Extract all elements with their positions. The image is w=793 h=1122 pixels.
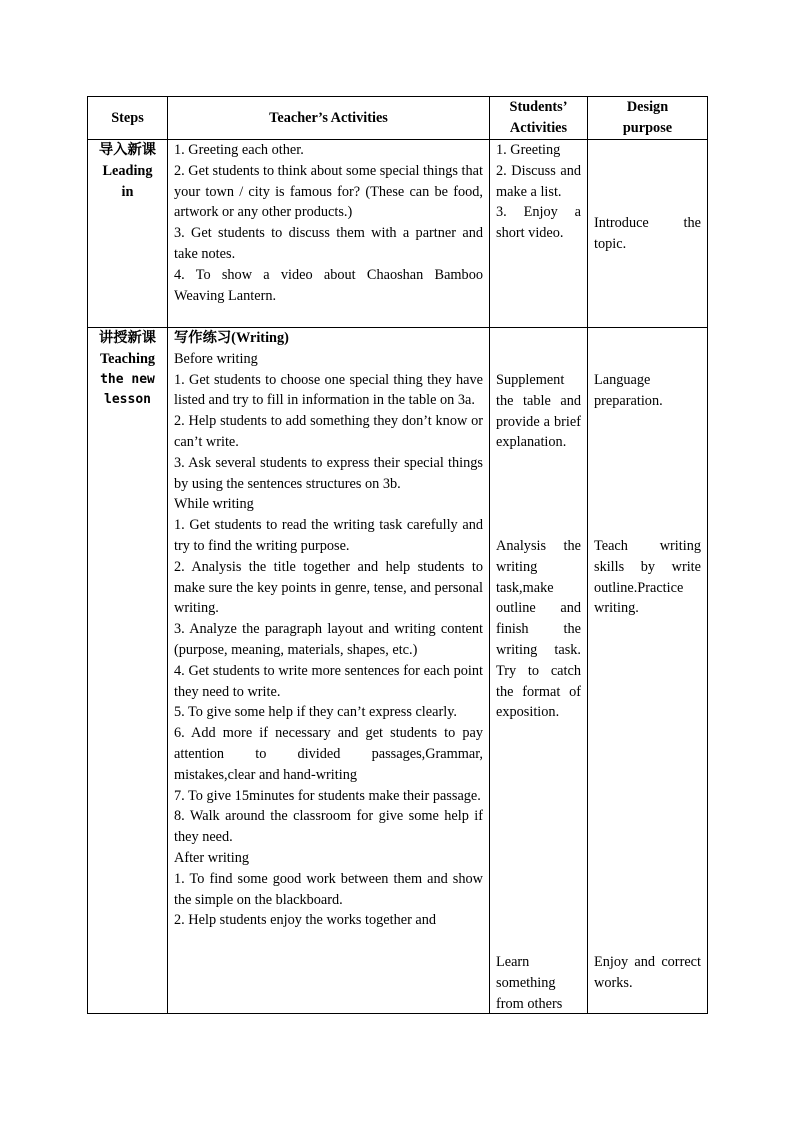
design-purpose-leading-in: Introduce the topic. <box>588 140 708 328</box>
before-writing-label: Before writing <box>174 350 258 367</box>
teacher-activities-leading-in <box>168 140 490 328</box>
list-item: 7. To give 15minutes for students make their passage. <box>174 787 481 804</box>
list-item: 3. Enjoy a short video. <box>496 204 581 242</box>
design-before-writing: Language preparation. <box>594 372 663 409</box>
table-row-teaching <box>88 328 708 1014</box>
list-item: 1. Get students to choose one special thing they have listed and try to fill in information in the table on 3a. <box>174 371 483 409</box>
list-item: 4. To show a video about Chaoshan Bamboo Weaving Lantern. <box>174 266 483 304</box>
list-item: 8. Walk around the classroom for give some help if they need. <box>174 808 483 846</box>
list-item: 1. Get students to read the writing task carefully and try to find the writing purpose. <box>174 517 483 554</box>
list-item: 1. To find some good work between them and show the simple on the blackboard. <box>174 870 483 908</box>
step-teaching-new-lesson: 讲授新课 Teaching the new lesson <box>88 328 168 1014</box>
table-row-leading-in <box>88 140 708 328</box>
list-item: 1. Greeting each other. <box>174 142 304 158</box>
header-row <box>88 97 708 140</box>
design-purpose-teaching <box>588 328 708 1014</box>
list-item: 2. Discuss and make a list. <box>496 162 581 200</box>
header-students-activities: Students’ Activities <box>490 97 588 140</box>
list-item: 2. Get students to think about some special things that your town / city is famous for? (These can be food, artwork or any other products.) <box>174 162 483 221</box>
while-writing-label: While writing <box>174 496 254 513</box>
list-item: 4. Get students to write more sentences for each point they need to write. <box>174 662 483 700</box>
after-writing-label: After writing <box>174 849 250 866</box>
students-before-writing: Supplement the table and provide a brief explanation. <box>496 372 581 451</box>
list-item: 1. Greeting <box>496 142 561 158</box>
list-item: 3. Analyze the paragraph layout and writing content (purpose, meaning, materials, shapes, etc.) <box>174 621 483 658</box>
design-while-writing: Teach writing skills by write outline.Practice writing. <box>594 538 701 617</box>
design-after-writing: Enjoy and correct works. <box>594 954 701 991</box>
section-title: 写作练习(Writing) <box>174 330 289 346</box>
list-item: 6. Add more if necessary and get students to pay attention to divided passages,Grammar, mistakes,clear and hand-writing <box>174 725 483 783</box>
step-leading-in: 导入新课 Leading in <box>88 140 168 328</box>
students-while-writing: Analysis the writing task,make outline and finish the writing task. Try to catch the format of exposition. <box>496 538 581 721</box>
header-steps: Steps <box>88 97 168 140</box>
students-activities-leading-in <box>490 140 588 328</box>
header-teacher-activities: Teacher’s Activities <box>168 97 490 140</box>
list-item: 5. To give some help if they can’t express clearly. <box>174 704 457 721</box>
list-item: 3. Ask several students to express their special things by using the sentences structures on 3b. <box>174 454 483 492</box>
students-activities-teaching <box>490 328 588 1014</box>
students-after-writing: Learn something from others <box>496 954 563 1012</box>
teacher-activities-teaching <box>168 328 490 1014</box>
lesson-plan-table <box>87 96 708 1014</box>
header-design-purpose: Design purpose <box>588 97 708 140</box>
list-item: 2. Analysis the title together and help students to make sure the key points in genre, tense, and personal writing. <box>174 558 483 617</box>
list-item: 2. Help students to add something they don’t know or can’t write. <box>174 413 483 450</box>
list-item: 3. Get students to discuss them with a partner and take notes. <box>174 225 483 262</box>
list-item: 2. Help students enjoy the works together and <box>174 912 437 929</box>
